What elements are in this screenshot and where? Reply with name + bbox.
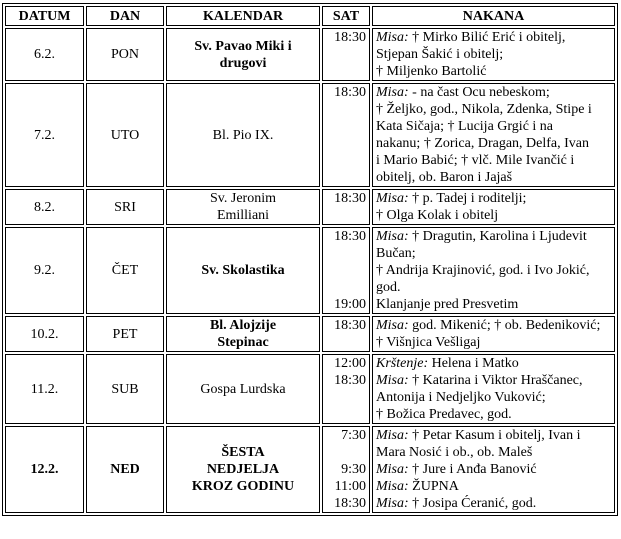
intention-line: Misa: † Mirko Bilić Erić i obitelj, (376, 30, 566, 45)
intention-line: i Mario Babić; † vlč. Mile Ivančić i (376, 153, 575, 168)
calendar-cell (166, 354, 320, 424)
intention-line: Bučan; (376, 246, 416, 261)
intention-line: Misa: † Katarina i Viktor Hraščanec, (376, 373, 583, 388)
intention-line: Misa: † p. Tadej i roditelji; (376, 191, 527, 206)
calendar-cell (166, 28, 320, 81)
header-row (5, 6, 615, 26)
time-value: 18:30 (334, 496, 366, 511)
intention-line: † Željko, god., Nikola, Zdenka, Stipe i (376, 102, 592, 117)
intention-line: Misa: ŽUPNA (376, 479, 459, 494)
table-row (5, 426, 615, 513)
header-nakana: NAKANA (372, 6, 615, 26)
mass-schedule-table (2, 3, 618, 516)
intention-line: Misa: † Dragutin, Karolina i Ljudevit (376, 229, 587, 244)
intention-label: Misa: (376, 479, 409, 494)
time-value: 19:00 (334, 297, 366, 312)
date-cell: 9.2. (5, 227, 84, 314)
time-value: 12:00 (334, 356, 366, 371)
intention-label: Misa: (376, 318, 409, 333)
intention-label: Misa: (376, 462, 409, 477)
time-value: 18:30 (334, 318, 366, 333)
intention-label: Misa: (376, 496, 409, 511)
day-cell: UTO (86, 83, 164, 187)
day-cell: SRI (86, 189, 164, 225)
date-cell: 11.2. (5, 354, 84, 424)
intention-cell (372, 426, 615, 513)
header-sat: SAT (322, 6, 370, 26)
calendar-line: Sv. Skolastika (201, 263, 285, 278)
intention-label: Krštenje: (376, 356, 429, 371)
calendar-line: ŠESTA (221, 445, 265, 460)
calendar-cell (166, 316, 320, 352)
intention-label: Misa: (376, 373, 409, 388)
calendar-cell (166, 426, 320, 513)
table-row (5, 189, 615, 225)
time-cell (322, 227, 370, 314)
intention-label: Misa: (376, 30, 409, 45)
intention-line: Krštenje: Helena i Matko (376, 356, 519, 371)
schedule-body (5, 28, 615, 513)
calendar-line: Emilliani (216, 208, 270, 223)
time-gap (326, 444, 366, 461)
time-cell (322, 83, 370, 187)
time-cell (322, 426, 370, 513)
header-datum: DATUM (5, 6, 84, 26)
time-gap (326, 262, 366, 279)
day-cell: NED (86, 426, 164, 513)
date-cell: 7.2. (5, 83, 84, 187)
calendar-line: Sv. Jeronim (210, 191, 276, 206)
intention-line: Kata Sičaja; † Lucija Grgić i na (376, 119, 554, 134)
intention-line: nakanu; † Zorica, Dragan, Delfa, Ivan (376, 136, 590, 151)
calendar-line: Bl. Alojzije (209, 318, 277, 333)
intention-cell (372, 316, 615, 352)
time-value: 18:30 (334, 85, 366, 100)
intention-line: † Višnjica Vešligaj (376, 335, 481, 350)
time-value: 18:30 (334, 373, 366, 388)
date-cell: 6.2. (5, 28, 84, 81)
intention-line: Mara Nosić i ob., ob. Maleš (376, 445, 533, 460)
intention-line: † Olga Kolak i obitelj (376, 208, 499, 223)
intention-line: † Božica Predavec, god. (376, 407, 512, 422)
time-value: 7:30 (341, 428, 366, 443)
intention-line: Stjepan Šakić i obitelj; (376, 47, 504, 62)
day-cell: ČET (86, 227, 164, 314)
intention-line: Klanjanje pred Presvetim (376, 297, 519, 312)
calendar-cell (166, 189, 320, 225)
time-cell (322, 354, 370, 424)
intention-cell (372, 227, 615, 314)
table-row (5, 227, 615, 314)
intention-line: obitelj, ob. Baron i Jajaš (376, 170, 513, 185)
intention-cell (372, 189, 615, 225)
calendar-line: Stepinac (217, 335, 269, 350)
time-cell (322, 189, 370, 225)
intention-cell (372, 83, 615, 187)
time-value: 9:30 (341, 462, 366, 477)
calendar-line: drugovi (219, 55, 267, 71)
intention-line: Antonija i Nedjeljko Vuković; (376, 390, 546, 405)
day-cell: PON (86, 28, 164, 81)
intention-line: † Andrija Krajinović, god. i Ivo Jokić, (376, 263, 590, 278)
intention-label: Misa: (376, 85, 409, 100)
time-value: 18:30 (334, 30, 366, 45)
intention-line: Misa: † Jure i Anđa Banović (376, 462, 537, 477)
date-cell: 10.2. (5, 316, 84, 352)
intention-cell (372, 354, 615, 424)
calendar-line: Gospa Lurdska (200, 381, 286, 397)
table-row (5, 316, 615, 352)
date-cell: 8.2. (5, 189, 84, 225)
intention-label: Misa: (376, 191, 409, 206)
time-value: 18:30 (334, 191, 366, 206)
calendar-line: Sv. Pavao Miki i (194, 38, 292, 54)
calendar-line: KROZ GODINU (191, 479, 295, 494)
day-cell: SUB (86, 354, 164, 424)
intention-line: god. (376, 280, 401, 295)
time-value: 11:00 (334, 479, 366, 494)
intention-label: Misa: (376, 229, 409, 244)
calendar-cell (166, 227, 320, 314)
time-cell (322, 28, 370, 81)
intention-line: Misa: † Josipa Ćeranić, god. (376, 496, 537, 511)
time-cell (322, 316, 370, 352)
intention-line: † Miljenko Bartolić (376, 64, 487, 79)
time-gap (326, 245, 366, 262)
table-row (5, 354, 615, 424)
intention-label: Misa: (376, 428, 409, 443)
date-cell: 12.2. (5, 426, 84, 513)
day-cell: PET (86, 316, 164, 352)
time-gap (326, 279, 366, 296)
calendar-line: Bl. Pio IX. (212, 127, 274, 143)
calendar-cell (166, 83, 320, 187)
header-dan: DAN (86, 6, 164, 26)
intention-line: Misa: - na čast Ocu nebeskom; (376, 85, 550, 100)
intention-line: Misa: † Petar Kasum i obitelj, Ivan i (376, 428, 581, 443)
table-row (5, 28, 615, 81)
calendar-line: NEDJELJA (206, 462, 280, 477)
intention-cell (372, 28, 615, 81)
time-value: 18:30 (334, 229, 366, 244)
intention-line: Misa: god. Mikenić; † ob. Bedeniković; (376, 318, 601, 333)
table-row (5, 83, 615, 187)
header-kalendar: KALENDAR (166, 6, 320, 26)
